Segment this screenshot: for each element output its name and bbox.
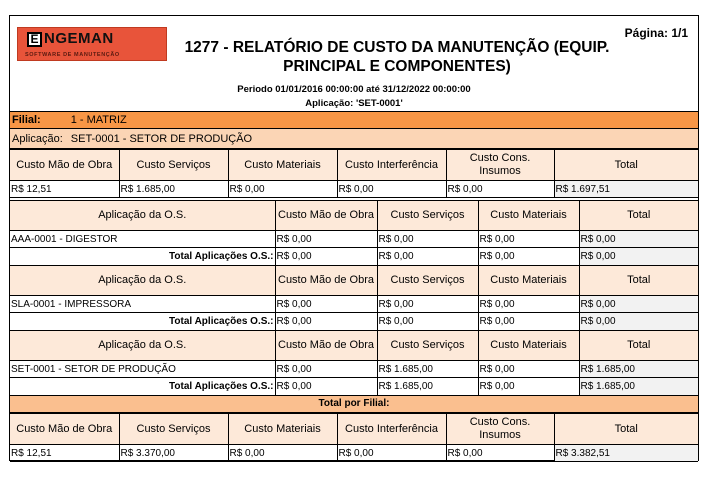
os-total-row [10,313,698,331]
os-total-row [10,248,698,266]
table-row [10,231,698,248]
os-cell: R$ 0,00 [275,231,377,248]
total-filial-label: Total por Filial: [10,396,698,413]
os-total-cell: R$ 0,00 [275,313,377,331]
summary-value-cell: R$ 1.697,51 [554,181,698,198]
os-total-cell: R$ 0,00 [478,378,579,396]
summary-value-cell: R$ 3.382,51 [554,445,698,462]
os-header-cell: Custo Serviços [377,331,478,361]
os-header-cell: Total [579,331,698,361]
os-header-cell: Custo Mão de Obra [275,201,377,231]
os-header-cell: Aplicação da O.S. [10,331,275,361]
summary-value-cell: R$ 0,00 [337,445,446,462]
os-header-cell: Custo Mão de Obra [275,266,377,296]
os-cell: AAA-0001 - DIGESTOR [10,231,275,248]
os-total-cell: R$ 0,00 [478,248,579,266]
os-header-row [10,331,698,361]
os-header-cell: Custo Materiais [478,201,579,231]
summary-header-cell: Total [554,150,698,181]
summary-header-cell: Custo Mão de Obra [10,414,119,445]
os-cell: R$ 0,00 [275,361,377,378]
summary-header-cell: Total [554,414,698,445]
summary-header-cell: Custo Mão de Obra [10,150,119,181]
os-total-cell: R$ 0,00 [275,248,377,266]
report-title: 1277 - RELATÓRIO DE CUSTO DA MANUTENÇÃO (EQUIP. PRINCIPAL E COMPONENTES) [172,38,622,76]
os-cell: R$ 0,00 [478,296,579,313]
total-os-label: Total Aplicações O.S.: [10,378,275,396]
os-cell: R$ 0,00 [579,296,698,313]
os-total-cell: R$ 0,00 [478,313,579,331]
os-header-cell: Custo Materiais [478,331,579,361]
os-header-cell: Custo Mão de Obra [275,331,377,361]
cost-summary-table [10,149,698,198]
summary-header-cell: Custo Serviços [119,414,228,445]
filial-row: Filial: 1 - MATRIZ [10,112,698,129]
os-total-row [10,378,698,396]
summary-header-cell: Custo Cons. Insumos [446,150,554,181]
summary-header-cell: Custo Interferência [337,150,446,181]
table-row [10,296,698,313]
summary-value-cell: R$ 12,51 [10,445,119,462]
total-os-label: Total Aplicações O.S.: [10,313,275,331]
report-page [9,15,699,461]
os-cell: SLA-0001 - IMPRESSORA [10,296,275,313]
os-header-cell: Custo Serviços [377,201,478,231]
summary-header-row [10,414,698,445]
summary-value-cell: R$ 0,00 [446,445,554,462]
engeman-logo: E NGEMAN SOFTWARE DE MANUTENÇÃO [17,27,167,61]
os-total-cell: R$ 0,00 [275,378,377,396]
report-application: Aplicação: 'SET-0001' [305,98,403,109]
os-header-cell: Aplicação da O.S. [10,266,275,296]
os-cell: SET-0001 - SETOR DE PRODUÇÃO [10,361,275,378]
os-table [10,200,698,396]
os-total-cell: R$ 0,00 [579,248,698,266]
os-cell: R$ 0,00 [579,231,698,248]
summary-value-cell: R$ 0,00 [446,181,554,198]
os-header-cell: Total [579,266,698,296]
report-period: Periodo 01/01/2016 00:00:00 até 31/12/2022 00:00:00 [10,84,698,96]
os-cell: R$ 1.685,00 [377,361,478,378]
summary-value-cell: R$ 0,00 [228,445,337,462]
report-body [10,111,698,462]
os-total-cell: R$ 0,00 [579,313,698,331]
os-header-cell: Custo Materiais [478,266,579,296]
total-os-label: Total Aplicações O.S.: [10,248,275,266]
cost-summary-table [10,413,698,462]
os-total-cell: R$ 0,00 [377,313,478,331]
os-cell: R$ 0,00 [478,361,579,378]
os-cell: R$ 1.685,00 [579,361,698,378]
os-header-cell: Aplicação da O.S. [10,201,275,231]
os-header-row [10,266,698,296]
aplicacao-row: Aplicação: SET-0001 - SETOR DE PRODUÇÃO [10,129,698,149]
os-cell: R$ 0,00 [275,296,377,313]
summary-value-cell: R$ 0,00 [228,181,337,198]
os-header-cell: Total [579,201,698,231]
table-row [10,361,698,378]
summary-value-row [10,181,698,198]
summary-value-row [10,445,698,462]
summary-header-cell: Custo Materiais [228,150,337,181]
os-cell: R$ 0,00 [377,231,478,248]
summary-value-cell: R$ 0,00 [337,181,446,198]
os-header-cell: Custo Serviços [377,266,478,296]
summary-header-cell: Custo Interferência [337,414,446,445]
summary-value-cell: R$ 12,51 [10,181,119,198]
os-cell: R$ 0,00 [478,231,579,248]
summary-header-cell: Custo Serviços [119,150,228,181]
os-total-cell: R$ 1.685,00 [579,378,698,396]
summary-header-cell: Custo Cons. Insumos [446,414,554,445]
os-cell: R$ 0,00 [377,296,478,313]
page-number: Página: 1/1 [624,26,688,40]
os-header-row [10,201,698,231]
summary-value-cell: R$ 1.685,00 [119,181,228,198]
summary-header-row [10,150,698,181]
os-total-cell: R$ 1.685,00 [377,378,478,396]
os-total-cell: R$ 0,00 [377,248,478,266]
summary-header-cell: Custo Materiais [228,414,337,445]
summary-value-cell: R$ 3.370,00 [119,445,228,462]
